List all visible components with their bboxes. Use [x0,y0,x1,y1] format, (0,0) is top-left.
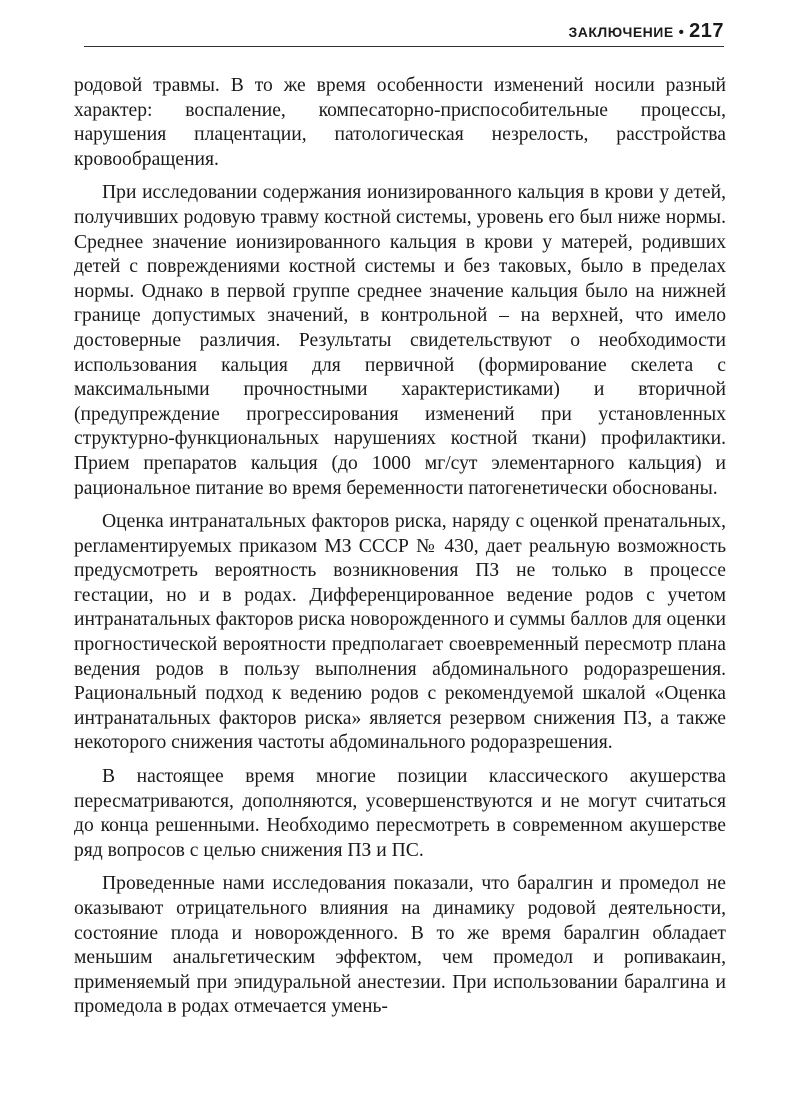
paragraph-obstetrics: В настоящее время многие позиции классического акушерства пересматриваются, дополняются, усовершенствуются и не могут считаться до конца решенными. Необходимо пересмотреть в современном акушерстве ряд вопросов с целью снижения ПЗ и ПС. [74,766,726,861]
body-text [74,74,726,1029]
header-rule [84,46,724,47]
running-head [568,20,724,43]
paragraph-analgesia: Проведенные нами исследования показали, что баралгин и промедол не оказывают отрицательного влияния на динамику родовой деятельности, состояние плода и новорожденного. В то же время баралгин обладает меньшим анальгетическим эффектом, чем промедол и ропивакаин, применяемый при эпидуральной анестезии. При использовании баралгина и промедола в родах отмечается умень- [74,873,726,1018]
running-head-section-title: ЗАКЛЮЧЕНИЕ [568,24,674,40]
paragraph-continuation: родовой травмы. В то же время особенности изменений носили разный характер: воспаление, компесаторно-приспособительные процессы, нарушения плацентации, патологическая незрелость, расстройства кровообращения. [74,75,726,170]
page-number: 217 [689,20,724,42]
running-head-bullet: • [678,24,685,41]
paragraph-calcium: При исследовании содержания ионизированного кальция в крови у детей, получивших родовую травму костной системы, уровень его был ниже нормы. Среднее значение ионизированного кальция в крови у матерей, родивших детей с повреждениями костной системы и без таковых, было в пределах нормы. Однако в первой группе среднее значение кальция было на нижней границе допустимых значений, в контрольной – на верхней, что имело достоверные различия. Результаты свидетельствуют о необходимости использования кальция для первичной (формирование скелета с максимальными прочностными характеристиками) и вторичной (предупреждение прогрессирования изменений при установленных структурно-функциональных нарушениях костной ткани) профилактики. Прием препаратов кальция (до 1000 мг/сут элементарного кальция) и рациональное питание во время беременности патогенетически обоснованы. [74,182,726,499]
paragraph-risk-factors: Оценка интранатальных факторов риска, наряду с оценкой пренатальных, регламентируемых приказом МЗ СССР № 430, дает реальную возможность предусмотреть вероятность возникновения ПЗ не только в процессе гестации, но и в родах. Дифференцированное ведение родов с учетом интранатальных факторов риска новорожденного и суммы баллов для оценки прогностической вероятности предполагает своевременный пересмотр плана ведения родов в пользу выполнения абдоминального родоразрешения. Рациональный подход к ведению родов с рекомендуемой шкалой «Оценка интранатальных факторов риска» является резервом снижения ПЗ, а также некоторого снижения частоты абдоминального родоразрешения. [74,511,726,754]
